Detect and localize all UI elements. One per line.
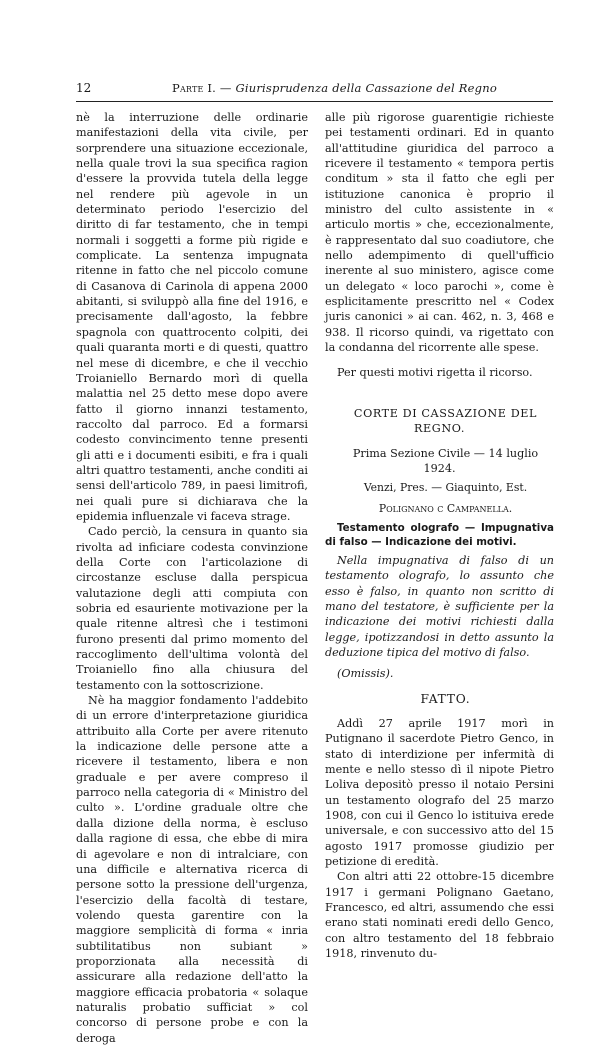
left-paragraph-3: Nè ha maggior fondamento l'addebito di un errore d'interpretazione giuridica attribuito alla Corte per avere ritenuto la indicazione delle persone atte a ricevere il testamento, libera e non graduale e per avere compreso il parroco nella categoria di « Ministro del culto ». L'ordine graduale oltre che dalla dizione della norma, è escluso dalla ragione di essa, che ebbe di mira di agevolare e non di intralciare, con una difficile e alternativa ricerca di persone sotto la pressione dell'urgenza, l'esercizio della facoltà di testare, volendo questa garentire con la maggiore semplicità di forma « inria subtilitatibus non subiant » proporzionata alla necessità di assicurare alla redazione dell'atto la maggiore efficacia probatoria « solaque naturalis probatio sufficiat » col concorso di persone probe e con la deroga xyxy=(76,694,308,1045)
omissis-note: (Omissis). xyxy=(337,667,394,681)
running-head-title: Giurisprudenza della Cassazione del Regno xyxy=(235,81,497,95)
right-paragraph-1: alle più rigorose guarentigie richieste pei testamenti ordinari. Ed in quanto all'attitudine giuridica del parroco a ricevere il testamento « tempora pertis conditum » sta il fatto che egli per istituzione canonica è proprio il ministro del culto assistente in « articulo mortis » che, eccezionalmente, è rappresentato dal suo coadiutore, che nello adempimento di quell'ufficio inerente al suo ministero, agisce come un delegato « loco parochi », come è esplicitamente prescritto nel « Codex juris canonici » ai can. 462, n. 3, 468 e 938. Il ricorso quindi, va rigettato con la condanna del ricorrente alle spese. xyxy=(325,111,554,355)
fatto-paragraph-2: Con altri atti 22 ottobre-15 dicembre 1917 i germani Polignano Gaetano, Francesco, ed altri, assumendo che essi erano stati nominati eredi dello Genco, con altro testamento del 18 febbraio 1918, rinvenuto du- xyxy=(325,870,554,961)
running-head xyxy=(172,80,497,96)
running-head-part: Parte I. xyxy=(172,81,217,95)
left-paragraph-2: Cado perciò, la censura in quanto sia rivolta ad inficiare codesta convinzione della Corte con l'articolazione di circostanze escluse dalla perspicua valutazione degli atti compiuta con sobria ed esauriente motivazione per la quale ritenne altresì che i testimoni furono presenti dal primo momento del raccoglimento dell'ultima volontà del Troianiello fino alla chiusura del testamento con la sottoscrizione. xyxy=(76,525,308,692)
court-title: CORTE DI CASSAZIONE DEL REGNO. xyxy=(353,406,538,436)
left-paragraph-1: nè la interruzione delle ordinarie manifestazioni della vita civile, per sorprendere una situazione eccezionale, nella quale trovi la sua specifica ragion d'essere la provvida tutela della legge nel rendere più agevole in un determinato periodo l'esercizio del diritto di far testamento, che in tempi normali i soggetti a forme più rigide e complicate. La sentenza impugnata ritenne in fatto che nel piccolo comune di Casanova di Carinola di appena 2000 abitanti, si sviluppò alla fine del 1916, e precisamente dall'agosto, la febbre spagnola con quattrocento colpiti, dei quali quaranta morti e di questi, quattro nel mese di dicembre, e che il vecchio Troianiello Bernardo morì di quella malattia nel 25 detto mese dopo avere fatto il giorno innanzi testamento, raccolto dal parroco. Ed a formarsi codesto convincimento tenne presenti gli atti e i documenti esibiti, e fra i quali altri quattro testamenti, anche conditi ai sensi dell'articolo 789, in paesi limitrofi, nei quali pure si dichiarava che la epidemia influenzale vi faceva strage. xyxy=(76,111,308,523)
section-date: Prima Sezione Civile — 14 luglio 1924. xyxy=(352,446,539,475)
left-column xyxy=(76,110,308,1046)
parties-line: Polignano c Campanella. xyxy=(378,501,513,515)
page-header xyxy=(76,80,556,96)
page-number: 12 xyxy=(76,81,92,95)
right-column xyxy=(325,110,554,962)
decision-paragraph: Per questi motivi rigetta il ricorso. xyxy=(337,365,533,379)
judges-line: Venzi, Pres. — Giaquinto, Est. xyxy=(363,481,528,495)
header-rule xyxy=(76,101,553,102)
fatto-paragraph-1: Addì 27 aprile 1917 morì in Putignano il sacerdote Pietro Genco, in stato di interdizione per infermità di mente e nello stesso dì il nipote Pietro Loliva depositò presso il notaio Persini un testamento olografo del 25 marzo 1908, con cui il Genco lo istituiva erede universale, e con successivo atto del 15 agosto 1917 promosse giudizio per petizione di eredità. xyxy=(325,717,554,869)
case-headnote: Testamento olografo — Impugnativa di falso — Indicazione dei motivi. xyxy=(325,521,554,548)
case-abstract: Nella impugnativa di falso di un testamento olografo, lo assunto che esso è falso, in quanto non scritto di mano del testatore, è sufficiente per la indicazione dei motivi richiesti dalla legge, ipotizzandosi in detto assunto la deduzione tipica del motivo di falso. xyxy=(325,553,554,659)
running-head-separator: — xyxy=(216,81,236,95)
fatto-heading: FATTO. xyxy=(420,691,471,706)
